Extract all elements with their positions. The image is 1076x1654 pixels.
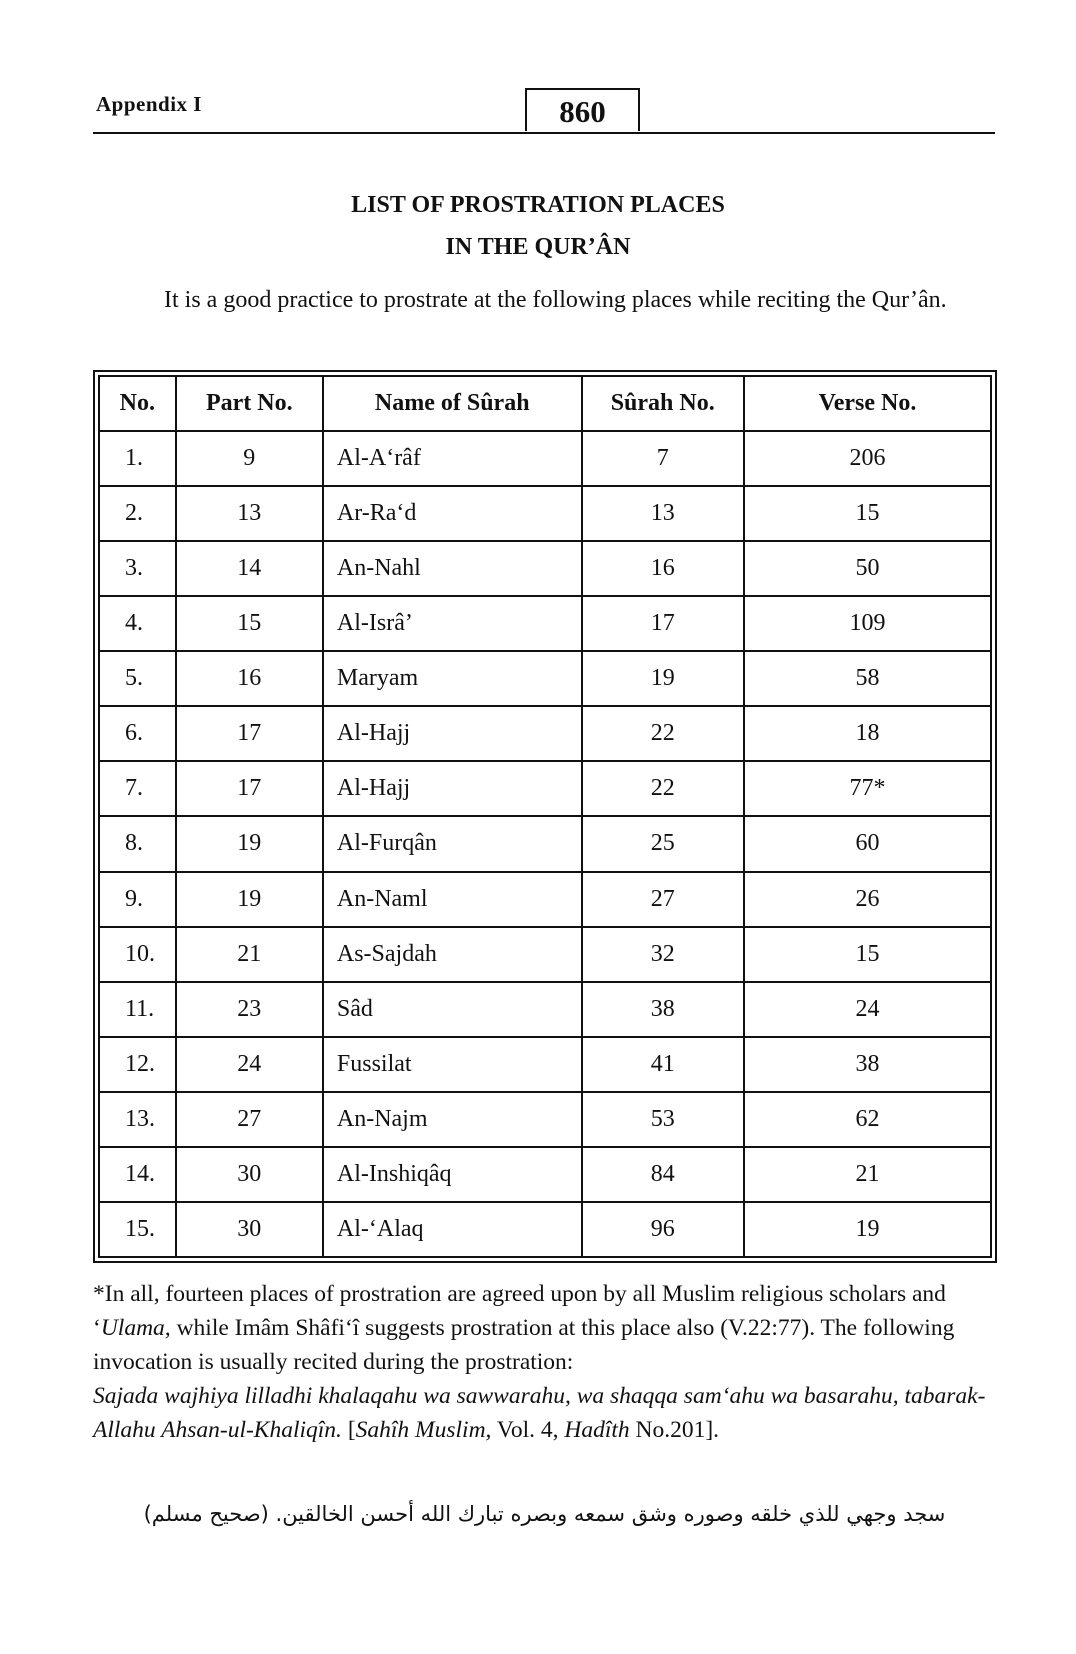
cell-no: 14.	[99, 1147, 176, 1202]
cell-verse-no: 206	[744, 431, 991, 486]
cell-verse-no: 18	[744, 706, 991, 761]
cell-no: 8.	[99, 816, 176, 871]
cell-verse-no: 24	[744, 982, 991, 1037]
cell-verse-no: 50	[744, 541, 991, 596]
column-header-surah-name: Name of Sûrah	[323, 376, 582, 431]
ref-close: No.201].	[629, 1417, 720, 1443]
cell-surah-no: 53	[582, 1092, 744, 1147]
cell-part-no: 13	[176, 486, 323, 541]
cell-surah-no: 19	[582, 651, 744, 706]
cell-no: 11.	[99, 982, 176, 1037]
column-header-part-no: Part No.	[176, 376, 323, 431]
column-header-no: No.	[99, 376, 176, 431]
cell-surah-name: An-Nahl	[323, 541, 582, 596]
table-row	[99, 596, 991, 651]
cell-no: 9.	[99, 872, 176, 927]
cell-surah-name: Al-‘Alaq	[323, 1202, 582, 1257]
cell-surah-name: Ar-Ra‘d	[323, 486, 582, 541]
arabic-invocation: سجد وجهي للذي خلقه وصوره وشق سمعه وبصره تبارك الله أحسن الخالقين. (صحيح مسلم)	[143, 1502, 946, 1526]
table-row	[99, 872, 991, 927]
cell-surah-no: 96	[582, 1202, 744, 1257]
cell-surah-no: 22	[582, 706, 744, 761]
cell-verse-no: 19	[744, 1202, 991, 1257]
cell-surah-name: Al-Hajj	[323, 706, 582, 761]
footnote-ulama: Ulama,	[100, 1315, 171, 1341]
footnote-text-a: *In all, fourteen places of prostration are agreed upon by all Muslim religious scholars and ‘	[93, 1281, 946, 1341]
cell-verse-no: 15	[744, 927, 991, 982]
footnote-paragraph-2	[93, 1379, 996, 1447]
cell-surah-no: 84	[582, 1147, 744, 1202]
prostration-table	[98, 375, 992, 1258]
cell-verse-no: 60	[744, 816, 991, 871]
header-rule	[93, 132, 995, 134]
column-header-surah-no: Sûrah No.	[582, 376, 744, 431]
cell-no: 4.	[99, 596, 176, 651]
table-row	[99, 706, 991, 761]
cell-no: 10.	[99, 927, 176, 982]
cell-no: 5.	[99, 651, 176, 706]
cell-verse-no: 77*	[744, 761, 991, 816]
cell-surah-name: Al-Inshiqâq	[323, 1147, 582, 1202]
cell-surah-no: 25	[582, 816, 744, 871]
cell-surah-name: An-Naml	[323, 872, 582, 927]
cell-part-no: 27	[176, 1092, 323, 1147]
cell-no: 1.	[99, 431, 176, 486]
table-row	[99, 982, 991, 1037]
cell-no: 15.	[99, 1202, 176, 1257]
column-header-verse-no: Verse No.	[744, 376, 991, 431]
page-number: 860	[525, 88, 640, 131]
cell-surah-no: 13	[582, 486, 744, 541]
page-title-line-2: IN THE QUR’ÂN	[445, 234, 631, 260]
table-row	[99, 1037, 991, 1092]
page-title-line-1: LIST OF PROSTRATION PLACES	[351, 192, 725, 218]
footnote-paragraph-1	[93, 1277, 996, 1379]
footnote-text-b: while Imâm Shâfi‘î suggests prostration at this place also (V.22:77). The following invocation is usually recited during the prostration:	[93, 1315, 955, 1375]
cell-surah-no: 41	[582, 1037, 744, 1092]
cell-surah-name: An-Najm	[323, 1092, 582, 1147]
cell-surah-name: As-Sajdah	[323, 927, 582, 982]
table-row	[99, 1202, 991, 1257]
cell-surah-name: Fussilat	[323, 1037, 582, 1092]
cell-surah-name: Al-Hajj	[323, 761, 582, 816]
cell-verse-no: 109	[744, 596, 991, 651]
table-row	[99, 1147, 991, 1202]
cell-surah-no: 32	[582, 927, 744, 982]
cell-verse-no: 21	[744, 1147, 991, 1202]
cell-part-no: 17	[176, 761, 323, 816]
ref-hadith-label: Hadîth	[564, 1417, 630, 1443]
intro-paragraph: It is a good practice to prostrate at the following places while reciting the Qur’ân.	[164, 287, 947, 313]
footnote	[93, 1277, 996, 1447]
cell-part-no: 19	[176, 872, 323, 927]
cell-part-no: 23	[176, 982, 323, 1037]
table-row	[99, 816, 991, 871]
cell-no: 3.	[99, 541, 176, 596]
cell-no: 12.	[99, 1037, 176, 1092]
cell-surah-no: 17	[582, 596, 744, 651]
cell-part-no: 15	[176, 596, 323, 651]
cell-part-no: 21	[176, 927, 323, 982]
cell-surah-no: 27	[582, 872, 744, 927]
cell-verse-no: 15	[744, 486, 991, 541]
cell-part-no: 30	[176, 1202, 323, 1257]
table-row	[99, 486, 991, 541]
cell-surah-name: Al-Isrâ’	[323, 596, 582, 651]
cell-surah-name: Al-Furqân	[323, 816, 582, 871]
cell-part-no: 14	[176, 541, 323, 596]
cell-verse-no: 38	[744, 1037, 991, 1092]
cell-surah-no: 16	[582, 541, 744, 596]
cell-surah-name: Al-A‘râf	[323, 431, 582, 486]
section-header: Appendix I	[96, 92, 202, 116]
cell-no: 6.	[99, 706, 176, 761]
prostration-table-frame	[93, 370, 997, 1263]
cell-no: 2.	[99, 486, 176, 541]
table-header-row	[99, 376, 991, 431]
cell-part-no: 16	[176, 651, 323, 706]
cell-surah-name: Sâd	[323, 982, 582, 1037]
cell-surah-no: 7	[582, 431, 744, 486]
cell-part-no: 24	[176, 1037, 323, 1092]
cell-no: 7.	[99, 761, 176, 816]
cell-part-no: 30	[176, 1147, 323, 1202]
ref-source: Sahîh Muslim,	[355, 1417, 492, 1443]
cell-surah-no: 38	[582, 982, 744, 1037]
cell-part-no: 19	[176, 816, 323, 871]
ref-volume: Vol. 4,	[491, 1417, 565, 1443]
cell-part-no: 9	[176, 431, 323, 486]
cell-part-no: 17	[176, 706, 323, 761]
table-row	[99, 1092, 991, 1147]
cell-surah-no: 22	[582, 761, 744, 816]
table-row	[99, 431, 991, 486]
table-row	[99, 651, 991, 706]
table-row	[99, 541, 991, 596]
cell-no: 13.	[99, 1092, 176, 1147]
cell-verse-no: 26	[744, 872, 991, 927]
ref-open: [	[341, 1417, 356, 1443]
table-row	[99, 761, 991, 816]
cell-surah-name: Maryam	[323, 651, 582, 706]
invocation-transliteration: Sajada wajhiya lilladhi khalaqahu wa sawwarahu, wa shaqqa sam‘ahu wa basarahu, tabarak-Allahu Ahsan-ul-Khaliqîn.	[93, 1383, 986, 1443]
cell-verse-no: 62	[744, 1092, 991, 1147]
cell-verse-no: 58	[744, 651, 991, 706]
table-row	[99, 927, 991, 982]
